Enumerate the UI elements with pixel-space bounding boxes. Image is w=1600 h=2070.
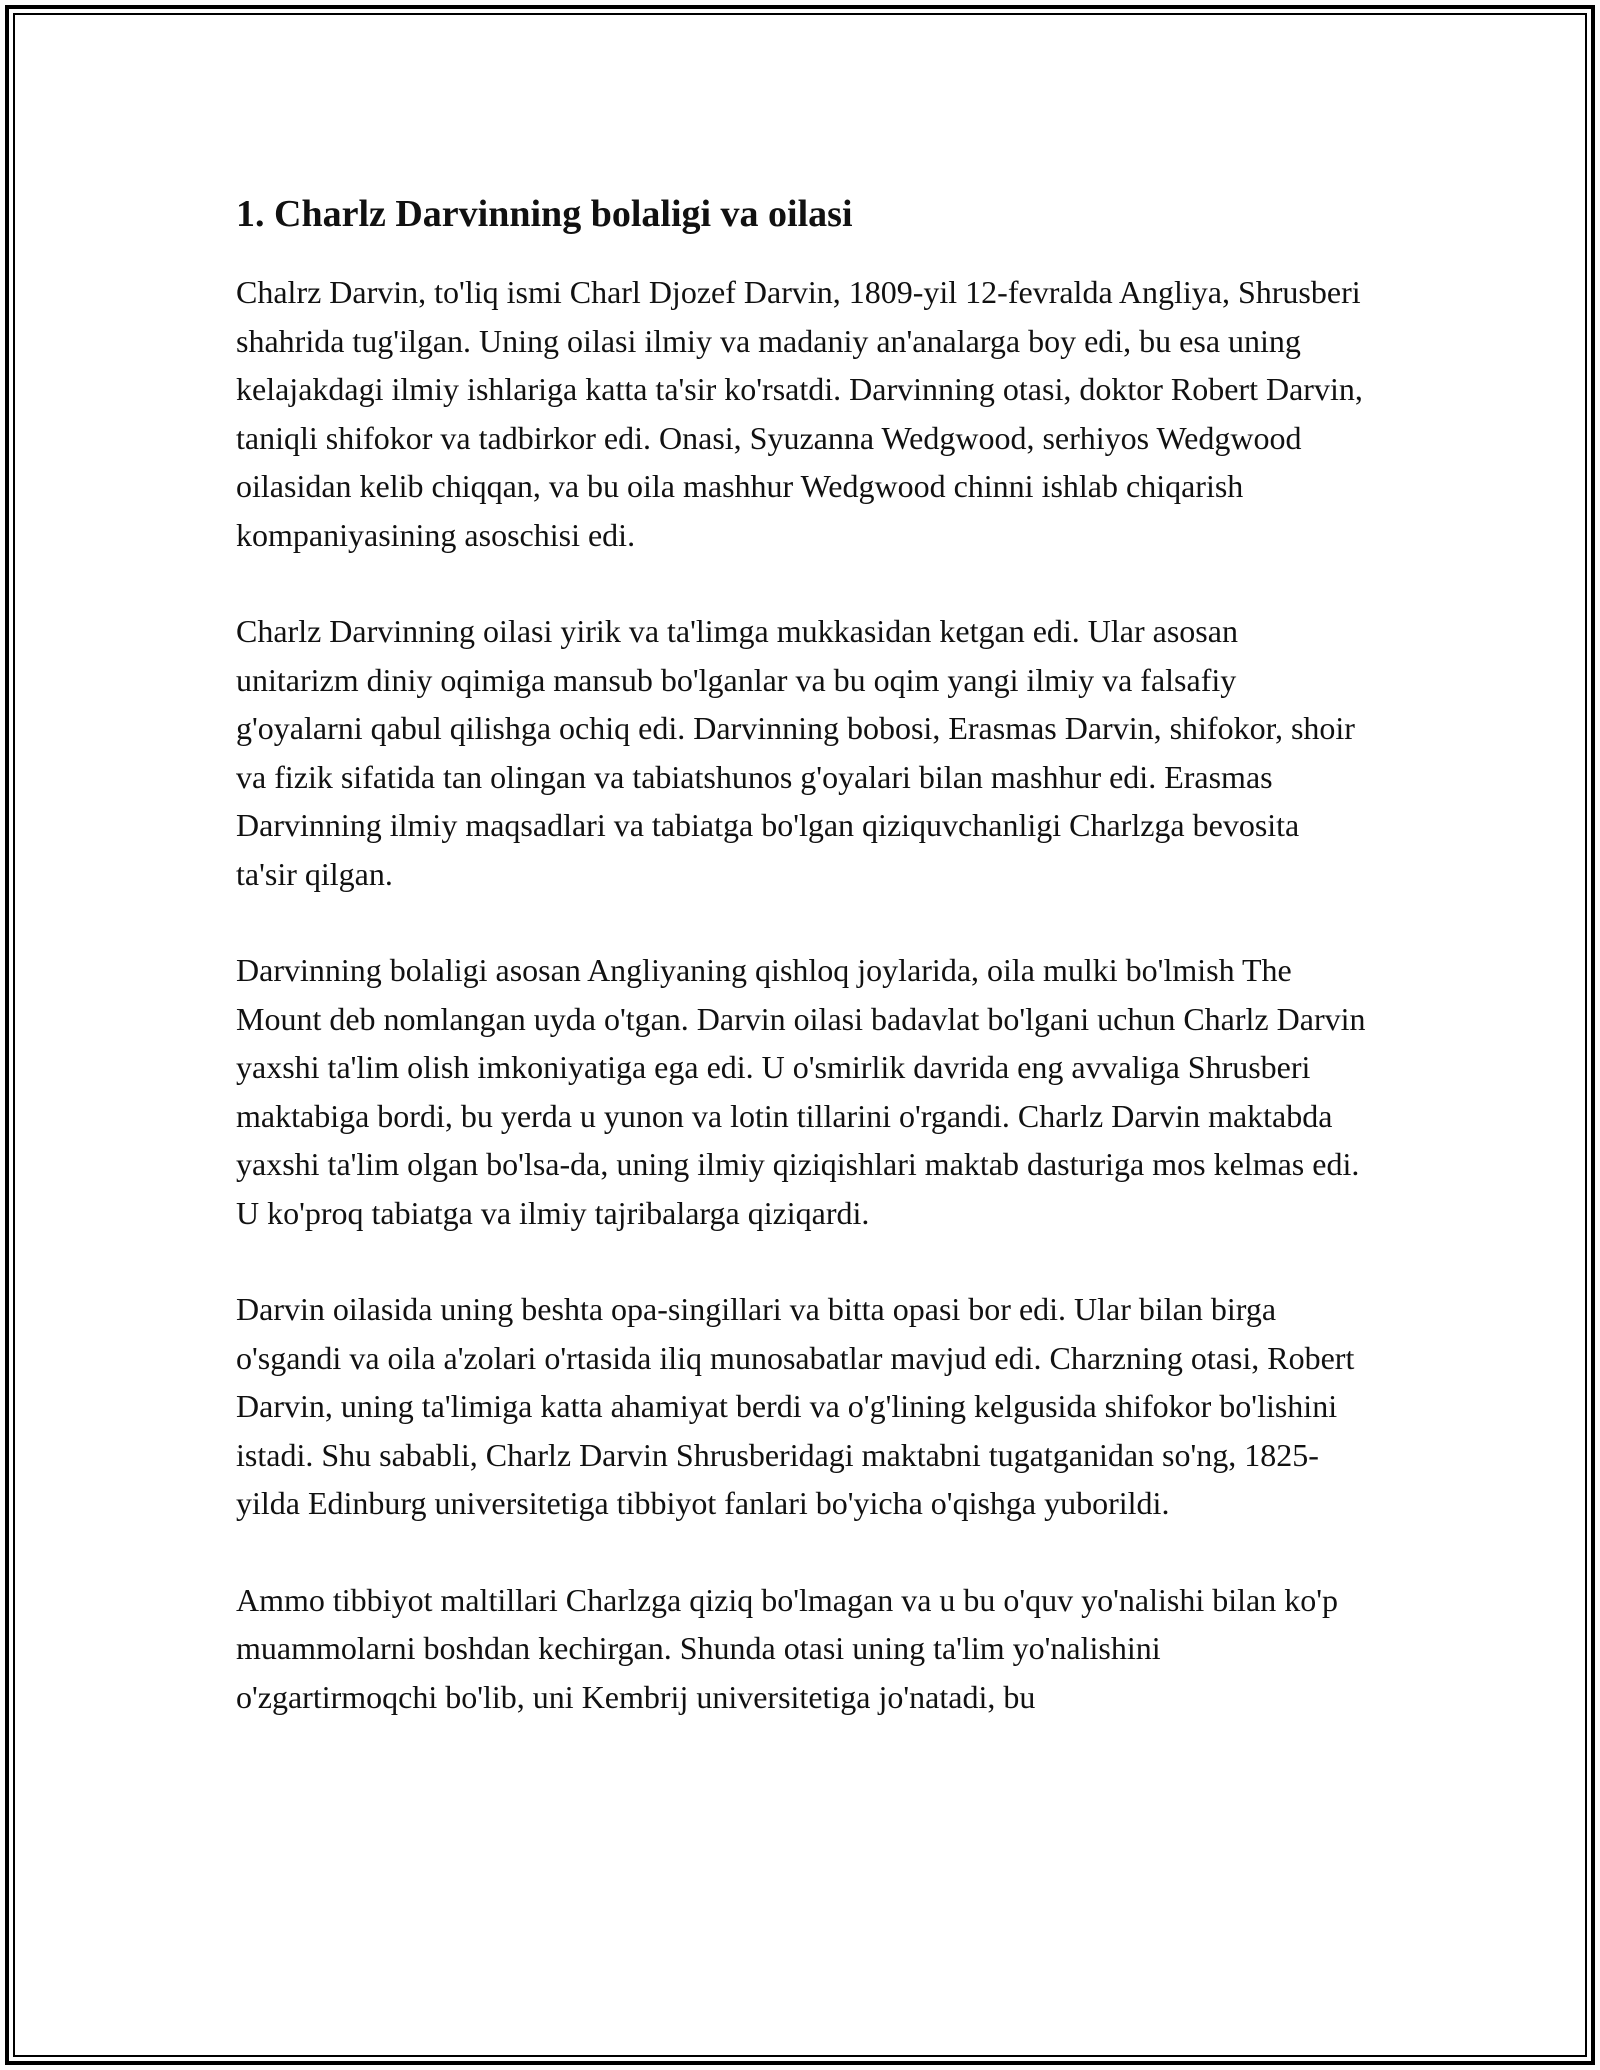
- paragraph-1: Chalrz Darvin, to'liq ismi Charl Djozef Darvin, 1809-yil 12-fevralda Angliya, Shrusberi shahrida tug'ilgan. Uning oilasi ilmiy va madaniy an'analarga boy edi, bu esa uning kelajakdagi ilmiy ishlariga katta ta'sir ko'rsatdi. Darvinning otasi, doktor Robert Darvin, taniqli shifokor va tadbirkor edi. Onasi, Syuzanna Wedgwood, serhiyos Wedgwood oilasidan kelib chiqqan, va bu oila mashhur Wedgwood chinni ishlab chiqarish kompaniyasining asoschisi edi.: [236, 274, 1363, 553]
- section-heading: 1. Charlz Darvinning bolaligi va oilasi: [236, 193, 853, 235]
- paragraph-4: Darvin oilasida uning beshta opa-singillari va bitta opasi bor edi. Ular bilan birga o'sgandi va oila a'zolari o'rtasida iliq munosabatlar mavjud edi. Charzning otasi, Robert Darvin, uning ta'limiga katta ahamiyat berdi va o'g'lining kelgusida shifokor bo'lishini istadi. Shu sababli, Charlz Darvin Shrusberidagi maktabni tugatganidan so'ng, 1825-yilda Edinburg universitetiga tibbiyot fanlari bo'yicha o'qishga yuborildi.: [236, 1291, 1355, 1521]
- paragraph-3: Darvinning bolaligi asosan Angliyaning qishloq joylarida, oila mulki bo'lmish The Mount deb nomlangan uyda o'tgan. Darvin oilasi badavlat bo'lgani uchun Charlz Darvin yaxshi ta'lim olish imkoniyatiga ega edi. U o'smirlik davrida eng avvaliga Shrusberi maktabiga bordi, bu yerda u yunon va lotin tillarini o'rgandi. Charlz Darvin maktabda yaxshi ta'lim olgan bo'lsa-da, uning ilmiy qiziqishlari maktab dasturiga mos kelmas edi. U ko'proq tabiatga va ilmiy tajribalarga qiziqardi.: [236, 952, 1366, 1231]
- document-page: [236, 186, 1366, 1769]
- paragraph-5: Ammo tibbiyot maltillari Charlzga qiziq bo'lmagan va u bu o'quv yo'nalishi bilan ko'p muammolarni boshdan kechirgan. Shunda otasi uning ta'lim yo'nalishini o'zgartirmoqchi bo'lib, uni Kembrij universitetiga jo'natadi, bu: [236, 1581, 1338, 1715]
- paragraph-2: Charlz Darvinning oilasi yirik va ta'limga mukkasidan ketgan edi. Ular asosan unitarizm diniy oqimiga mansub bo'lganlar va bu oqim yangi ilmiy va falsafiy g'oyalarni qabul qilishga ochiq edi. Darvinning bobosi, Erasmas Darvin, shifokor, shoir va fizik sifatida tan olingan va tabiatshunos g'oyalari bilan mashhur edi. Erasmas Darvinning ilmiy maqsadlari va tabiatga bo'lgan qiziquvchanligi Charlzga bevosita ta'sir qilgan.: [236, 613, 1355, 892]
